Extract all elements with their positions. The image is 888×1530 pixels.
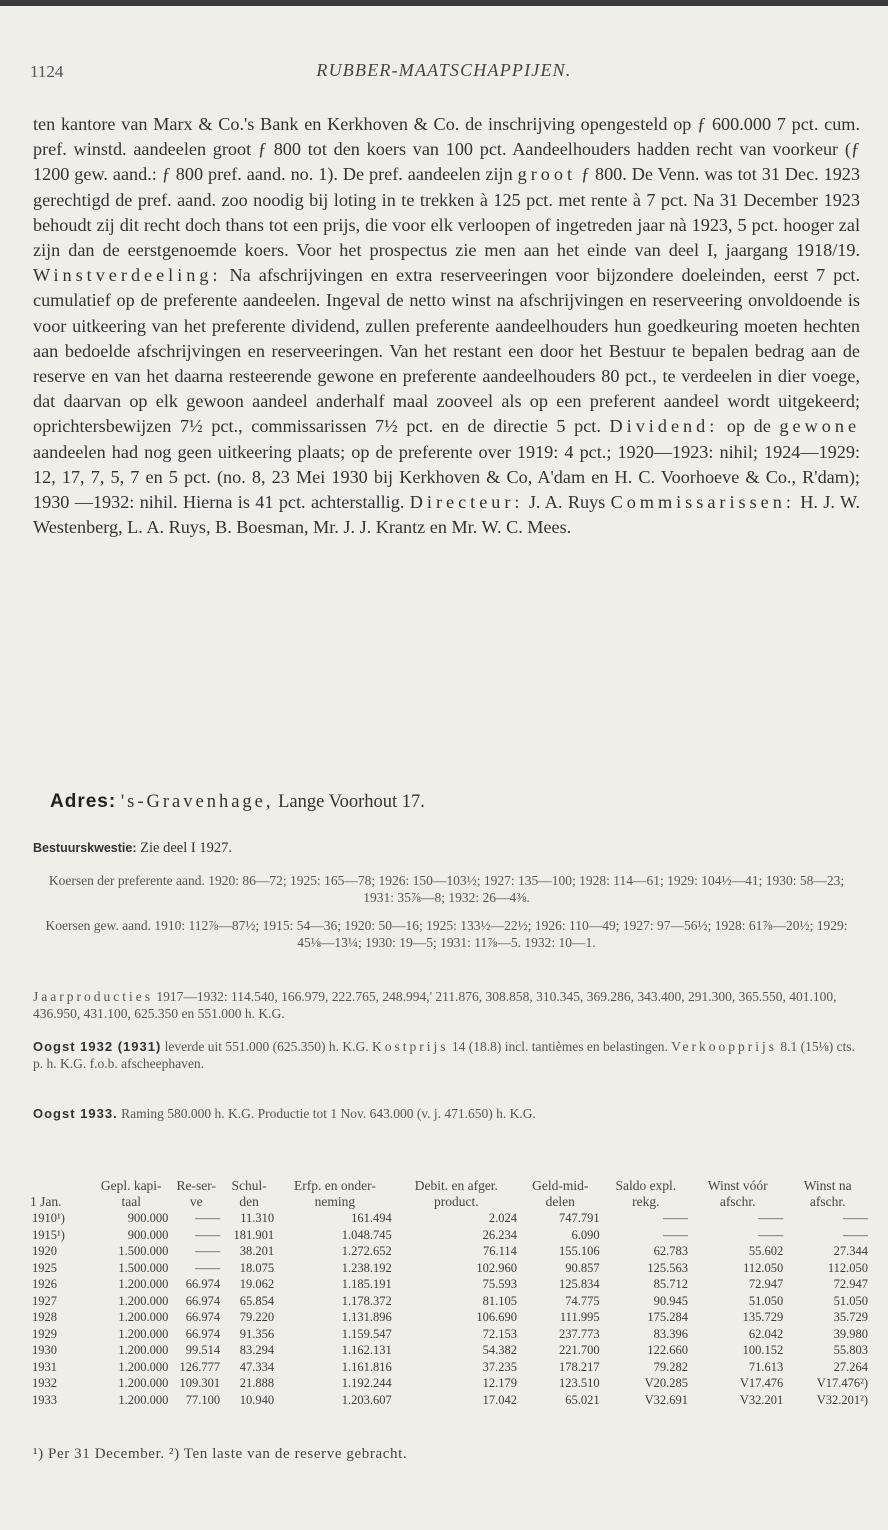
- table-cell: 1931: [32, 1359, 57, 1374]
- table-cell: ——: [843, 1227, 868, 1242]
- table-cell: 1910¹): [32, 1211, 65, 1225]
- section-label-winstverdeeling: Winstverdeeling:: [33, 265, 222, 286]
- table-row: [30, 1260, 870, 1277]
- table-cell: 66.974: [185, 1277, 221, 1291]
- table-cell: ——: [195, 1244, 221, 1258]
- table-cell: 75.593: [482, 1277, 517, 1291]
- table-cell: 27.344: [833, 1244, 868, 1258]
- koersen-gewone: Koersen gew. aand. 1910: 112⅞—87½; 1915: 54—36; 1920: 50—16; 1925: 133½—22½; 1926: 110—49; 1927: 97—56½; 1928: 61⅞—20½; 1929: 45⅛—13¼; 1930: 19—5; 1931: 11⅞—5. 1932: 10—1.: [45, 918, 848, 950]
- table-cell: 72.153: [482, 1326, 517, 1341]
- table-cell: 19.062: [239, 1277, 275, 1291]
- table-cell: 1.200.000: [118, 1277, 169, 1291]
- table-cell: 900.000: [127, 1227, 169, 1242]
- table-cell: 72.947: [748, 1277, 784, 1291]
- table-cell: 1.200.000: [118, 1326, 169, 1341]
- table-cell: 85.712: [653, 1277, 689, 1291]
- table-row: [30, 1293, 870, 1310]
- table-cell: 161.494: [351, 1211, 392, 1225]
- table-row: [30, 1309, 870, 1326]
- table-cell: 54.382: [482, 1343, 517, 1357]
- table-cell: 1.192.244: [341, 1376, 392, 1390]
- table-cell: 100.152: [742, 1343, 784, 1357]
- table-cell: V32.691: [644, 1392, 689, 1407]
- text-run: Na afschrijvingen en extra reserveeringen voor bijzondere doeleinden, eerst 7 pct. cumulatief op de preferente aandeelen. Ingeval de netto winst na afschrijvingen en reserveering onvoldoende is voor uitkeering van het preferente dividend, zullen preferente aandeelhouders hun goedkeuring moeten hechten aan bedoelde afschrijvingen en reserveeringen. Van het restant een door het Bestuur te bepalen bedrag aan de reserve en van het daarna resteerende gewone en preferente aandeelhouders 80 pct., te verdeelen in dier voege, dat daarvan op elk gewoon aandeel anderhalf maal zooveel als op een preferent aandeel wordt uitgekeerd; oprichtersbewijzen 7½ pct., commissarissen 7½ pct. en de directie 5 pct.: [33, 265, 860, 437]
- bestuurskwestie-label: Bestuurskwestie:: [33, 841, 137, 855]
- table-cell: 99.514: [185, 1343, 221, 1357]
- section-label-commissarissen: Commissarissen:: [610, 492, 795, 513]
- table-cell: 125.563: [647, 1260, 689, 1275]
- table-cell: 83.294: [239, 1343, 275, 1357]
- table-cell: 181.901: [233, 1227, 275, 1242]
- table-cell: 1.161.816: [341, 1359, 392, 1374]
- column-header: Winst vóór afschr.: [707, 1178, 768, 1209]
- table-row: [30, 1243, 870, 1260]
- text-run: op de: [718, 416, 780, 437]
- address-label: Adres:: [50, 791, 117, 812]
- table-cell: 21.888: [239, 1376, 275, 1390]
- table-cell: 37.235: [482, 1359, 517, 1374]
- table-cell: 90.945: [653, 1293, 689, 1308]
- table-cell: 47.334: [239, 1359, 275, 1374]
- table-cell: 747.791: [558, 1211, 600, 1225]
- column-header: Winst na afschr.: [803, 1178, 852, 1209]
- table-cell: 1.200.000: [118, 1293, 169, 1308]
- table-cell: 1.203.607: [341, 1392, 392, 1407]
- table-row: [30, 1326, 870, 1343]
- column-header: Gepl. kapi-taal: [100, 1178, 162, 1209]
- company-description: [33, 112, 860, 540]
- table-cell: 175.284: [647, 1310, 689, 1324]
- section-label-directeur: Directeur:: [409, 492, 524, 513]
- table-cell: 2.024: [488, 1211, 517, 1225]
- table-cell: 178.217: [558, 1359, 600, 1374]
- text-run: ƒ 800. De Venn. was tot 31 Dec. 1923 gerechtigd de pref. aand. zoo noodig bij loting in te trekken à 125 pct. met rente à 7 pct. Na 31 December 1923 behoudt zij dit recht doch thans tot een prijs, die voor elk verloopen of ingetreden jaar nà 1923, 5 pct. hooger zal zijn dan de eerstgenoemde koers. Voor het prospectus zie men aan het einde van deel I, jaargang 1918/19.: [33, 164, 860, 261]
- table-cell: V17.476: [739, 1376, 784, 1390]
- table-cell: 39.980: [833, 1326, 868, 1341]
- description-paragraph: [33, 112, 860, 540]
- table-cell: ——: [195, 1211, 221, 1225]
- oogst-1932: [33, 1038, 860, 1072]
- column-header: Saldo expl. rekg.: [615, 1178, 677, 1209]
- table-cell: 1929: [32, 1326, 57, 1341]
- table-cell: 1915¹): [32, 1227, 65, 1242]
- table-cell: V32.201: [739, 1392, 784, 1407]
- table-cell: 65.854: [239, 1293, 275, 1308]
- table-cell: 125.834: [558, 1277, 600, 1291]
- table-cell: 66.974: [185, 1293, 221, 1308]
- table-cell: 1.131.896: [341, 1310, 392, 1324]
- table-cell: 79.220: [239, 1310, 275, 1324]
- table-row: [30, 1210, 870, 1227]
- table-cell: 112.050: [827, 1260, 868, 1275]
- oogst-1933-text: Raming 580.000 h. K.G. Productie tot 1 Nov. 643.000 (v. j. 471.650) h. K.G.: [117, 1106, 536, 1121]
- spaced-term: groot: [517, 164, 577, 185]
- verkoopprijs-label: Verkoopprijs: [671, 1039, 777, 1054]
- table-cell: 102.960: [476, 1260, 517, 1275]
- table-cell: 91.356: [239, 1326, 275, 1341]
- table-cell: 18.075: [239, 1260, 275, 1275]
- table-cell: 221.700: [558, 1343, 600, 1357]
- table-cell: 71.613: [748, 1359, 784, 1374]
- table-row: [30, 1375, 870, 1392]
- bestuurskwestie-line: [33, 840, 860, 857]
- column-header: Re-ser-ve: [176, 1178, 216, 1209]
- table-cell: 1933: [32, 1392, 57, 1407]
- table-cell: 106.690: [476, 1310, 517, 1324]
- text-run: 14 (18.8) incl. tantièmes en belastingen.: [448, 1039, 672, 1054]
- address-line: [50, 791, 425, 813]
- table-cell: 1930: [32, 1343, 57, 1357]
- table-cell: 72.947: [833, 1277, 868, 1291]
- bestuurskwestie-text: Zie deel I 1927.: [140, 840, 232, 856]
- table-cell: 122.660: [647, 1343, 689, 1357]
- table-cell: 17.042: [482, 1392, 517, 1407]
- text-run: J. A. Ruys: [523, 492, 606, 513]
- table-cell: 237.773: [558, 1326, 600, 1341]
- table-cell: 27.264: [833, 1359, 868, 1374]
- table-cell: 1927: [32, 1293, 57, 1308]
- table-cell: V20.285: [644, 1376, 689, 1390]
- koersen-preferente: Koersen der preferente aand. 1920: 86—72; 1925: 165—78; 1926: 150—103½; 1927: 135—100; 1928: 114—61; 1929: 104½—41; 1930: 58—23; 1931: 35⅞—8; 1932: 26—4⅜.: [48, 873, 845, 905]
- table-cell: 1.200.000: [118, 1343, 169, 1357]
- address-street: Lange Voorhout 17.: [278, 792, 425, 812]
- table-cell: V17.476²): [816, 1376, 868, 1390]
- page-title: RUBBER-MAATSCHAPPIJEN.: [316, 60, 572, 80]
- table-cell: 1.048.745: [341, 1227, 392, 1242]
- text-run: ten kantore van Marx & Co.'s Bank en Kerkhoven & Co. de inschrijving opengesteld op ƒ 600.000 7 pct. cum. pref. winstd. aandeelen groot ƒ 800 tot den koers van 100 pct. Aandeelhouders hadden recht van voorkeur (ƒ 1200 gew. aand.: ƒ 800 pref. aand. no. 1). De pref. aandeelen zijn: [33, 114, 860, 185]
- table-cell: ——: [663, 1227, 689, 1242]
- table-cell: 38.201: [239, 1244, 275, 1258]
- table-cell: 1926: [32, 1277, 57, 1291]
- table-row: [30, 1227, 870, 1244]
- table-cell: 155.106: [558, 1244, 600, 1258]
- table-cell: 1.200.000: [118, 1359, 169, 1374]
- table-cell: 1932: [32, 1376, 57, 1390]
- page-number: 1124: [30, 62, 64, 81]
- kostprijs-label: Kostprijs: [372, 1039, 449, 1054]
- table-cell: 1.500.000: [118, 1260, 169, 1275]
- table-cell: 1928: [32, 1310, 57, 1324]
- table-cell: 112.050: [743, 1260, 784, 1275]
- table-cell: 1.200.000: [118, 1392, 169, 1407]
- jaarproducties-text: 1917—1932: 114.540, 166.979, 222.765, 248.994,' 211.876, 308.858, 310.345, 369.286, 343.400, 291.300, 365.550, 401.100, 436.950, 431.100, 625.350 en 551.000 h. K.G.: [33, 989, 837, 1021]
- table-cell: 1.178.372: [341, 1293, 392, 1308]
- table-cell: 51.050: [748, 1293, 784, 1308]
- oogst-1932-label: Oogst 1932 (1931): [33, 1039, 162, 1054]
- table-cell: 26.234: [482, 1227, 517, 1242]
- table-cell: 51.050: [833, 1293, 868, 1308]
- table-cell: 135.729: [742, 1310, 784, 1324]
- table-row: [30, 1342, 870, 1359]
- table-cell: ——: [843, 1211, 868, 1225]
- table-cell: ——: [663, 1211, 689, 1225]
- table-cell: 1.185.191: [341, 1277, 392, 1291]
- text-run: aandeelen had nog geen uitkeering plaats; op de preferente over 1919: 4 pct.; 1920—1923: nihil; 1924—1929: 12, 17, 7, 5, 7 en 5 pct. (no. 8, 23 Mei 1930 bij Kerkhoven & Co, A'dam en H. C. Voorhoeve & Co., R'dam); 1930 —1932: nihil. Hierna is 41 pct. achterstallig.: [33, 441, 860, 513]
- text-run: H. J. W. Westenberg, L. A. Ruys, B. Boesman, Mr. J. J. Krantz en Mr. W. C. Mees.: [33, 492, 860, 538]
- column-header: Geld-mid-delen: [532, 1178, 589, 1209]
- table-cell: 90.857: [565, 1260, 600, 1275]
- table-cell: 1.159.547: [341, 1326, 392, 1341]
- column-header: Schul-den: [231, 1178, 267, 1209]
- table-cell: 6.090: [571, 1227, 600, 1242]
- table-cell: 10.940: [239, 1392, 275, 1407]
- table-cell: 1.500.000: [118, 1244, 169, 1258]
- table-cell: ——: [195, 1260, 221, 1275]
- oogst-1933: [33, 1105, 860, 1122]
- text-run: 8.1 (15⅛) cts. p. h. K.G. f.o.b. afscheephaven.: [33, 1039, 855, 1071]
- table-cell: 1.238.192: [341, 1260, 392, 1275]
- table-cell: 76.114: [483, 1244, 517, 1258]
- table-cell: ——: [758, 1227, 784, 1242]
- column-header: Erfp. en onder-neming: [294, 1178, 376, 1209]
- table-cell: 126.777: [179, 1359, 221, 1374]
- table-cell: 66.974: [185, 1326, 221, 1341]
- table-cell: 1.272.652: [341, 1244, 392, 1258]
- table-cell: 1920: [32, 1244, 57, 1258]
- table-cell: 35.729: [833, 1310, 868, 1324]
- table-cell: 74.775: [565, 1293, 600, 1308]
- text-run: leverde uit 551.000 (625.350) h. K.G.: [161, 1039, 372, 1054]
- table-cell: 83.396: [653, 1326, 689, 1341]
- table-cell: 65.021: [565, 1392, 600, 1407]
- table-cell: 1925: [32, 1260, 57, 1275]
- table-cell: ——: [195, 1227, 221, 1242]
- table-cell: 62.042: [748, 1326, 784, 1341]
- table-cell: V32.201²): [816, 1392, 868, 1407]
- table-cell: 109.301: [179, 1376, 221, 1390]
- table-cell: 55.602: [748, 1244, 784, 1258]
- column-header: Debit. en afger. product.: [414, 1178, 498, 1209]
- table-cell: 55.803: [833, 1343, 868, 1357]
- table-cell: 79.282: [653, 1359, 689, 1374]
- table-row: [30, 1359, 870, 1376]
- scan-edge: [0, 0, 888, 6]
- table-footnote: ¹) Per 31 December. ²) Ten laste van de reserve gebracht.: [33, 1446, 408, 1462]
- table-header-row: [30, 1178, 870, 1210]
- table-cell: 77.100: [185, 1392, 221, 1407]
- financial-table: [30, 1178, 870, 1408]
- page-header: [30, 60, 858, 88]
- jaarproducties: [33, 988, 860, 1022]
- jaarproducties-label: Jaarproducties: [33, 989, 153, 1004]
- table-cell: 12.179: [482, 1376, 517, 1390]
- table-cell: 1.200.000: [118, 1376, 169, 1390]
- table-cell: 900.000: [127, 1211, 169, 1225]
- section-label-dividend: Dividend:: [609, 416, 719, 437]
- column-header: 1 Jan.: [30, 1194, 62, 1209]
- table-cell: ——: [758, 1211, 784, 1225]
- table-cell: 11.310: [240, 1211, 275, 1225]
- table-cell: 66.974: [185, 1310, 221, 1324]
- table-row: [30, 1276, 870, 1293]
- table-row: [30, 1392, 870, 1409]
- table-cell: 123.510: [558, 1376, 600, 1390]
- table-cell: 81.105: [482, 1293, 517, 1308]
- oogst-1933-label: Oogst 1933.: [33, 1106, 118, 1121]
- table-cell: 1.200.000: [118, 1310, 169, 1324]
- spaced-term: gewone: [779, 416, 861, 437]
- table-cell: 1.162.131: [341, 1343, 392, 1357]
- table-cell: 111.995: [559, 1310, 600, 1324]
- table-cell: 62.783: [653, 1244, 689, 1258]
- address-city: 's-Gravenhage,: [120, 792, 274, 812]
